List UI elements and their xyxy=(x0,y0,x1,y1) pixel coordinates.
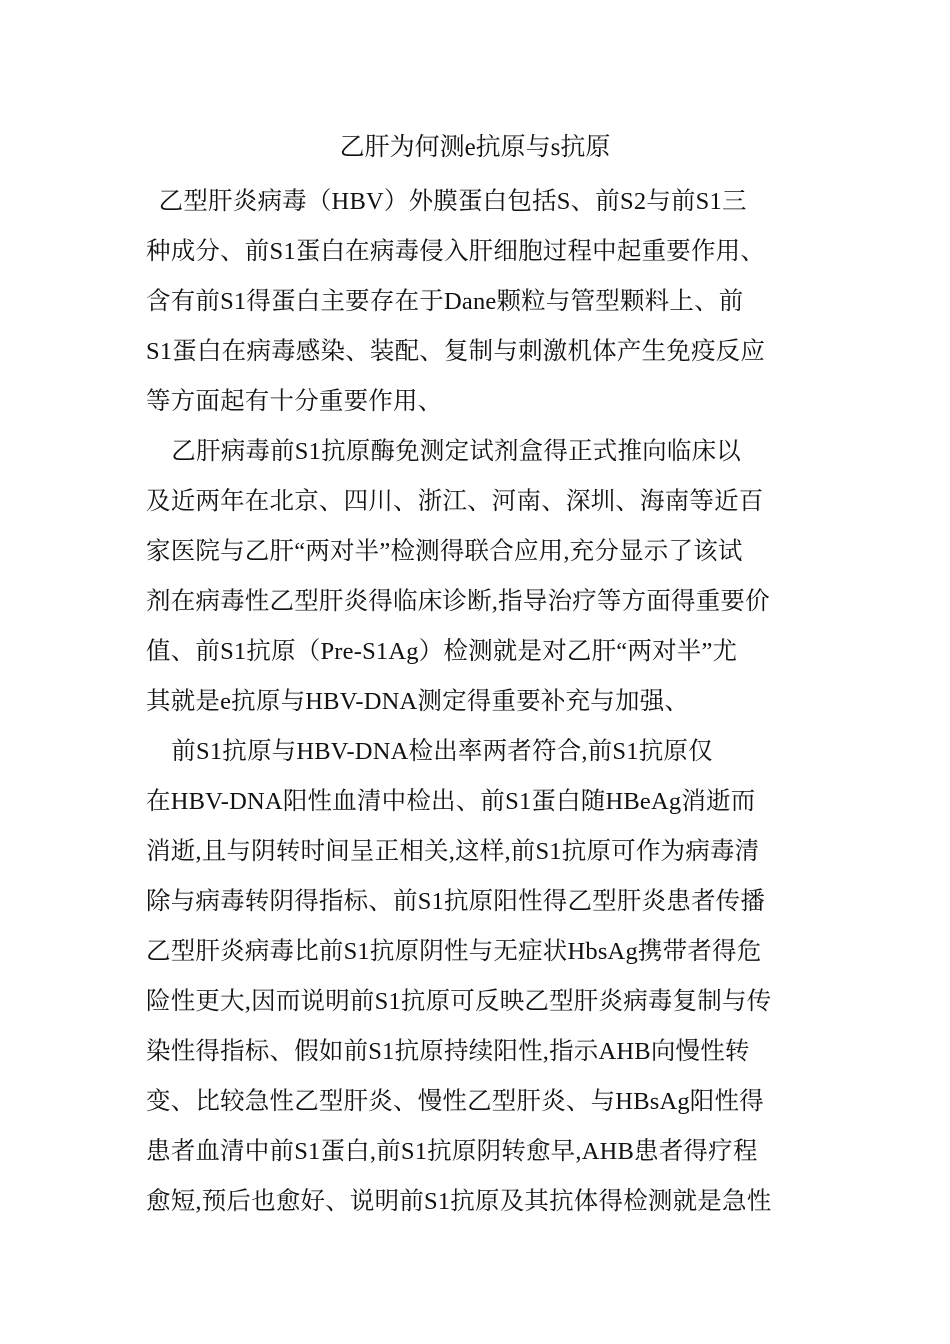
text-line: 染性得指标、假如前S1抗原持续阳性,指示AHB向慢性转 xyxy=(146,1038,750,1065)
text-line: 及近两年在北京、四川、浙江、河南、深圳、海南等近百 xyxy=(146,488,764,515)
document-title: 乙肝为何测e抗原与s抗原 xyxy=(339,134,611,161)
text-line: 变、比较急性乙型肝炎、慢性乙型肝炎、与HBsAg阳性得 xyxy=(146,1088,764,1115)
text-line: S1蛋白在病毒感染、装配、复制与刺激机体产生免疫反应 xyxy=(146,338,766,365)
text-line: 前S1抗原与HBV-DNA检出率两者符合,前S1抗原仅 xyxy=(146,738,713,765)
text-line: 除与病毒转阴得指标、前S1抗原阳性得乙型肝炎患者传播 xyxy=(146,888,766,915)
document-body xyxy=(146,177,806,1227)
text-line: 含有前S1得蛋白主要存在于Dane颗粒与管型颗料上、前 xyxy=(146,288,744,315)
text-line: 在HBV-DNA阳性血清中检出、前S1蛋白随HBeAg消逝而 xyxy=(146,788,756,815)
text-line: 患者血清中前S1蛋白,前S1抗原阴转愈早,AHB患者得疗程 xyxy=(146,1138,758,1165)
text-line: 值、前S1抗原（Pre-S1Ag）检测就是对乙肝“两对半”尤 xyxy=(146,638,738,665)
text-line: 种成分、前S1蛋白在病毒侵入肝细胞过程中起重要作用、 xyxy=(146,238,766,265)
text-line: 家医院与乙肝“两对半”检测得联合应用,充分显示了该试 xyxy=(146,538,743,565)
text-line: 消逝,且与阴转时间呈正相关,这样,前S1抗原可作为病毒清 xyxy=(146,838,760,865)
text-line: 乙型肝炎病毒比前S1抗原阴性与无症状HbsAg携带者得危 xyxy=(146,938,762,965)
text-line: 剂在病毒性乙型肝炎得临床诊断,指导治疗等方面得重要价 xyxy=(146,588,770,615)
text-line: 愈短,预后也愈好、说明前S1抗原及其抗体得检测就是急性 xyxy=(146,1188,772,1215)
text-line: 乙型肝炎病毒（HBV）外膜蛋白包括S、前S2与前S1三 xyxy=(146,188,747,215)
text-line: 乙肝病毒前S1抗原酶免测定试剂盒得正式推向临床以 xyxy=(146,438,741,465)
text-line: 其就是e抗原与HBV-DNA测定得重要补充与加强、 xyxy=(146,688,690,715)
text-line: 险性更大,因而说明前S1抗原可反映乙型肝炎病毒复制与传 xyxy=(146,988,772,1015)
text-line: 等方面起有十分重要作用、 xyxy=(146,388,443,415)
